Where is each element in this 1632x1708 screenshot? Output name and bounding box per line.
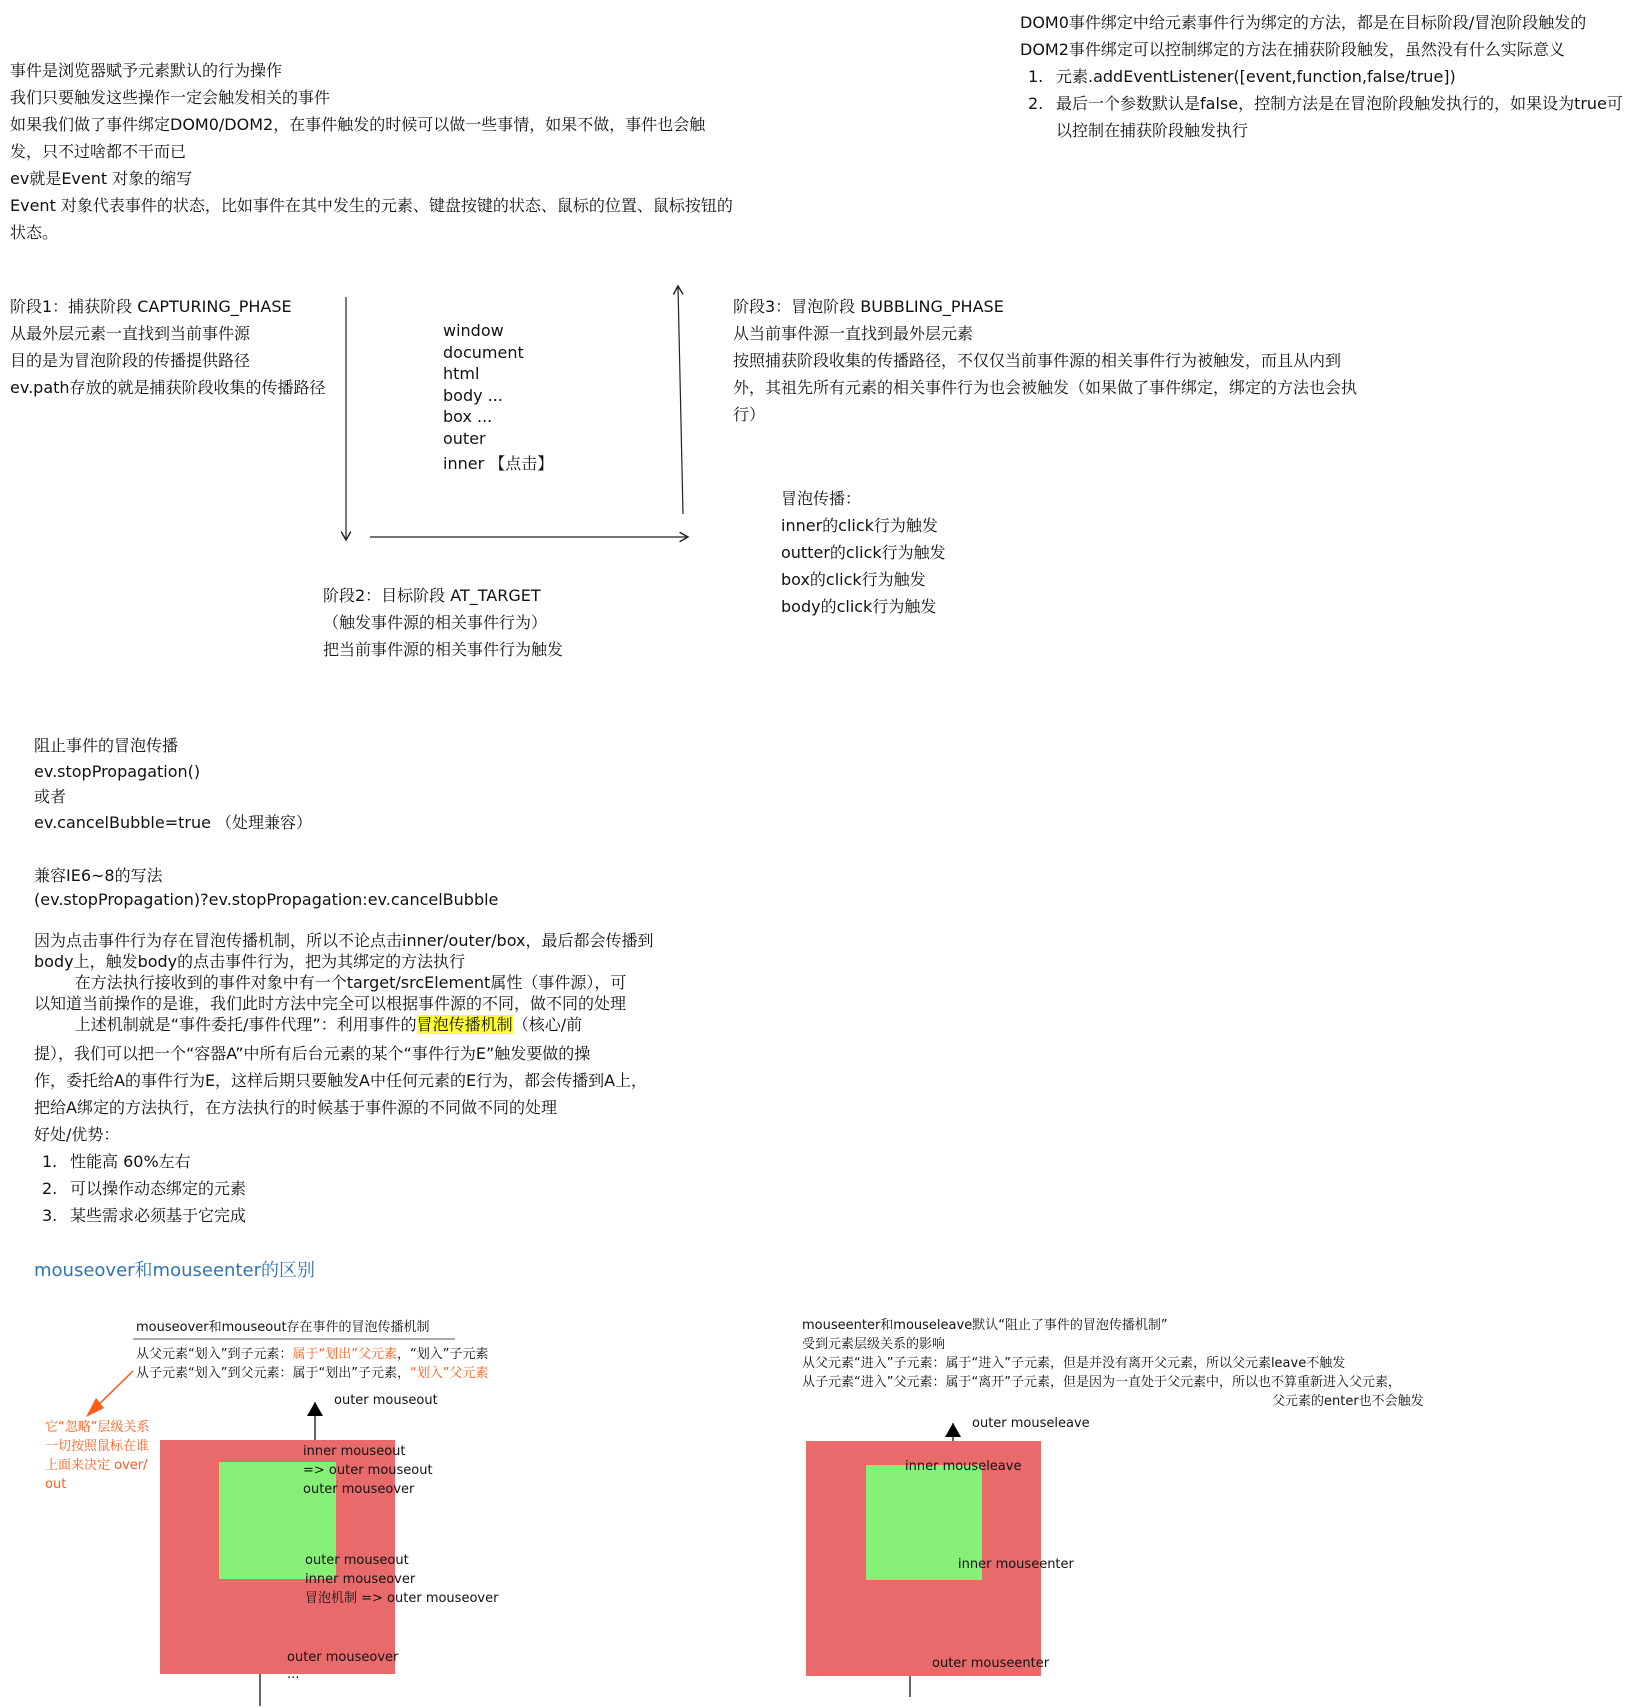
intro-line: 事件是浏览器赋予元素默认的行为操作: [10, 61, 283, 80]
rule-line: mouseenter和mouseleave默认“阻止了事件的冒泡传播机制”: [802, 1318, 1168, 1333]
orange-pointer: [88, 1371, 133, 1415]
delegation-line: 因为点击事件行为存在冒泡传播机制，所以不论点击inner/outer/box，最后都会传播到: [34, 931, 654, 950]
list-item: 以控制在捕获阶段触发执行: [1056, 121, 1249, 140]
intro-line: Event 对象代表事件的状态，比如事件在其中发生的元素、键盘按键的状态、鼠标的位置、鼠标按钮的: [10, 196, 733, 215]
path-item: document: [443, 342, 524, 362]
dom2-line: DOM2事件绑定可以控制绑定的方法在捕获阶段触发，虽然没有什么实际意义: [1020, 40, 1565, 59]
path-item: html: [443, 364, 480, 383]
path-item: outer: [443, 428, 486, 448]
phase2-block: [323, 582, 563, 663]
bubble-arrow: [678, 286, 683, 514]
path-item: window: [443, 321, 504, 340]
phase1-line: ev.path存放的就是捕获阶段收集的传播路径: [10, 378, 326, 397]
left-diagram-header: mouseover和mouseout存在事件的冒泡传播机制: [136, 1320, 430, 1335]
right-bottom-label: outer mouseenter: [932, 1656, 1050, 1671]
delegation-line: 上述机制就是“事件委托/事件代理”：利用事件的冒泡传播机制（核心/前: [34, 1015, 583, 1034]
section-heading: mouseover和mouseenter的区别: [34, 1260, 315, 1281]
path-item: inner 【点击】: [443, 454, 554, 473]
phase2-line: 把当前事件源的相关事件行为触发: [323, 640, 564, 659]
delegation-line: body上，触发body的点击事件行为，把为其绑定的方法执行: [34, 952, 466, 971]
list-item: 3. 某些需求必须基于它完成: [42, 1206, 247, 1225]
compat-block: [34, 864, 498, 912]
intro-line: 状态。: [10, 223, 59, 242]
stop-line: 阻止事件的冒泡传播: [34, 736, 179, 755]
phase1-line: 目的是为冒泡阶段的传播提供路径: [10, 351, 251, 370]
note-line: 一切按照鼠标在谁: [45, 1439, 150, 1454]
bubble-line: body的click行为触发: [781, 597, 937, 616]
stop-line: 或者: [34, 787, 67, 806]
intro-text: [10, 57, 733, 246]
bubble-line: inner的click行为触发: [781, 516, 938, 535]
stop-propagation-block: [34, 733, 312, 835]
stop-line: ev.cancelBubble=true （处理兼容）: [34, 812, 313, 832]
stop-line: ev.stopPropagation(): [34, 761, 201, 781]
ignore-hierarchy-note: [45, 1418, 149, 1494]
left-group-2: [305, 1551, 498, 1608]
right-inner-leave: inner mouseleave: [905, 1459, 1022, 1474]
phase3-line: 行）: [733, 405, 766, 424]
orange-pointer-head: [86, 1398, 104, 1417]
compat-line: 兼容IE6~8的写法: [34, 866, 163, 885]
list-item: 1. 元素.addEventListener([event,function,false/true]): [1028, 67, 1456, 86]
event-label: 冒泡机制 => outer mouseover: [305, 1591, 499, 1606]
left-top-label: outer mouseout: [334, 1393, 438, 1408]
intro-line: 如果我们做了事件绑定DOM0/DOM2，在事件触发的时候可以做一些事情，如果不做，事件也会触: [10, 115, 706, 134]
event-delegation-block: [34, 930, 653, 1035]
rule-line: 从子元素“划入”到父元素：属于“划出”子元素，“划入”父元素: [136, 1366, 489, 1381]
event-label: outer mouseout: [305, 1553, 409, 1568]
event-label: outer mouseover: [303, 1482, 415, 1497]
phase3-block: [733, 293, 1357, 428]
dom-binding-note: [1020, 9, 1623, 144]
left-diagram-rules: [136, 1345, 488, 1383]
propagation-path-stack: [443, 320, 553, 475]
intro-line: 发，只不过啥都不干而已: [10, 142, 187, 161]
path-item: box ...: [443, 407, 493, 426]
phase1-line: 从最外层元素一直找到当前事件源: [10, 324, 251, 343]
list-item: 1. 性能高 60%左右: [42, 1152, 191, 1171]
right-diagram-line5: 父元素的enter也不会触发: [1272, 1394, 1424, 1409]
list-item: 2. 最后一个参数默认是false，控制方法是在冒泡阶段触发执行的，如果设为true可: [1028, 94, 1623, 113]
intro-line: ev就是Event 对象的缩写: [10, 169, 193, 188]
list-item: 2. 可以操作动态绑定的元素: [42, 1179, 247, 1198]
delegation-rest: [34, 1040, 647, 1229]
note-line: 它“忽略”层级关系: [45, 1420, 150, 1435]
left-group-1: [303, 1442, 433, 1499]
bubble-propagation-block: [781, 485, 946, 620]
benefits-title: 好处/优势：: [34, 1125, 120, 1144]
rule-line: 从父元素“进入”子元素：属于“进入”子元素，但是并没有离开父元素，所以父元素leave不触发: [802, 1356, 1346, 1371]
delegation-line: 作，委托给A的事件行为E，这样后期只要触发A中任何元素的E行为，都会传播到A上，: [34, 1071, 648, 1090]
phase3-title: 阶段3：冒泡阶段 BUBBLING_PHASE: [733, 297, 1004, 316]
benefits-list: [34, 1148, 647, 1229]
event-label: inner mouseout: [303, 1444, 406, 1459]
delegation-line: 把给A绑定的方法执行，在方法执行的时候基于事件源的不同做不同的处理: [34, 1098, 557, 1117]
rule-line: 受到元素层级关系的影响: [802, 1337, 946, 1352]
highlight-bubble-mechanism: 冒泡传播机制: [416, 1015, 513, 1034]
right-diagram-text: [802, 1316, 1401, 1392]
phase3-line: 外，其祖先所有元素的相关事件行为也会被触发（如果做了事件绑定，绑定的方法也会执: [733, 378, 1358, 397]
delegation-line: 在方法执行接收到的事件对象中有一个target/srcElement属性（事件源），可: [34, 973, 627, 992]
path-item: body ...: [443, 385, 503, 405]
right-inner-enter: inner mouseenter: [958, 1557, 1074, 1572]
delegation-line: 以知道当前操作的是谁，我们此时方法中完全可以根据事件源的不同，做不同的处理: [34, 994, 627, 1013]
left-bottom-label: outer mouseover: [287, 1650, 399, 1665]
bubble-line: outter的click行为触发: [781, 543, 946, 562]
dom-binding-list: [1020, 63, 1623, 144]
event-label: => outer mouseout: [303, 1463, 433, 1478]
dom0-line: DOM0事件绑定中给元素事件行为绑定的方法，都是在目标阶段/冒泡阶段触发的: [1020, 13, 1587, 32]
note-line: out: [45, 1477, 67, 1492]
rule-line: 从子元素“进入”父元素：属于“离开”子元素，但是因为一直处于父元素中，所以也不算重新进入父元素，: [802, 1375, 1401, 1390]
bubble-line: box的click行为触发: [781, 570, 926, 589]
rule-line: 从父元素“划入”到子元素：属于“划出”父元素，“划入”子元素: [136, 1347, 489, 1362]
phase3-line: 从当前事件源一直找到最外层元素: [733, 324, 974, 343]
phase2-line: （触发事件源的相关事件行为）: [323, 613, 548, 632]
note-line: 上面来决定 over/: [45, 1458, 148, 1473]
compat-line: (ev.stopPropagation)?ev.stopPropagation:ev.cancelBubble: [34, 890, 499, 909]
intro-line: 我们只要触发这些操作一定会触发相关的事件: [10, 88, 331, 107]
phase2-title: 阶段2：目标阶段 AT_TARGET: [323, 586, 541, 605]
phase1-title: 阶段1：捕获阶段 CAPTURING_PHASE: [10, 297, 292, 316]
event-label: inner mouseover: [305, 1572, 416, 1587]
left-ellipsis: ...: [287, 1667, 300, 1682]
delegation-line: 提），我们可以把一个“容器A”中所有后台元素的某个“事件行为E”触发要做的操: [34, 1044, 591, 1063]
phase1-block: [10, 293, 326, 401]
bubble-title: 冒泡传播：: [781, 489, 862, 508]
right-top-label: outer mouseleave: [972, 1416, 1090, 1431]
phase3-line: 按照捕获阶段收集的传播路径，不仅仅当前事件源的相关事件行为被触发，而且从内到: [733, 351, 1342, 370]
